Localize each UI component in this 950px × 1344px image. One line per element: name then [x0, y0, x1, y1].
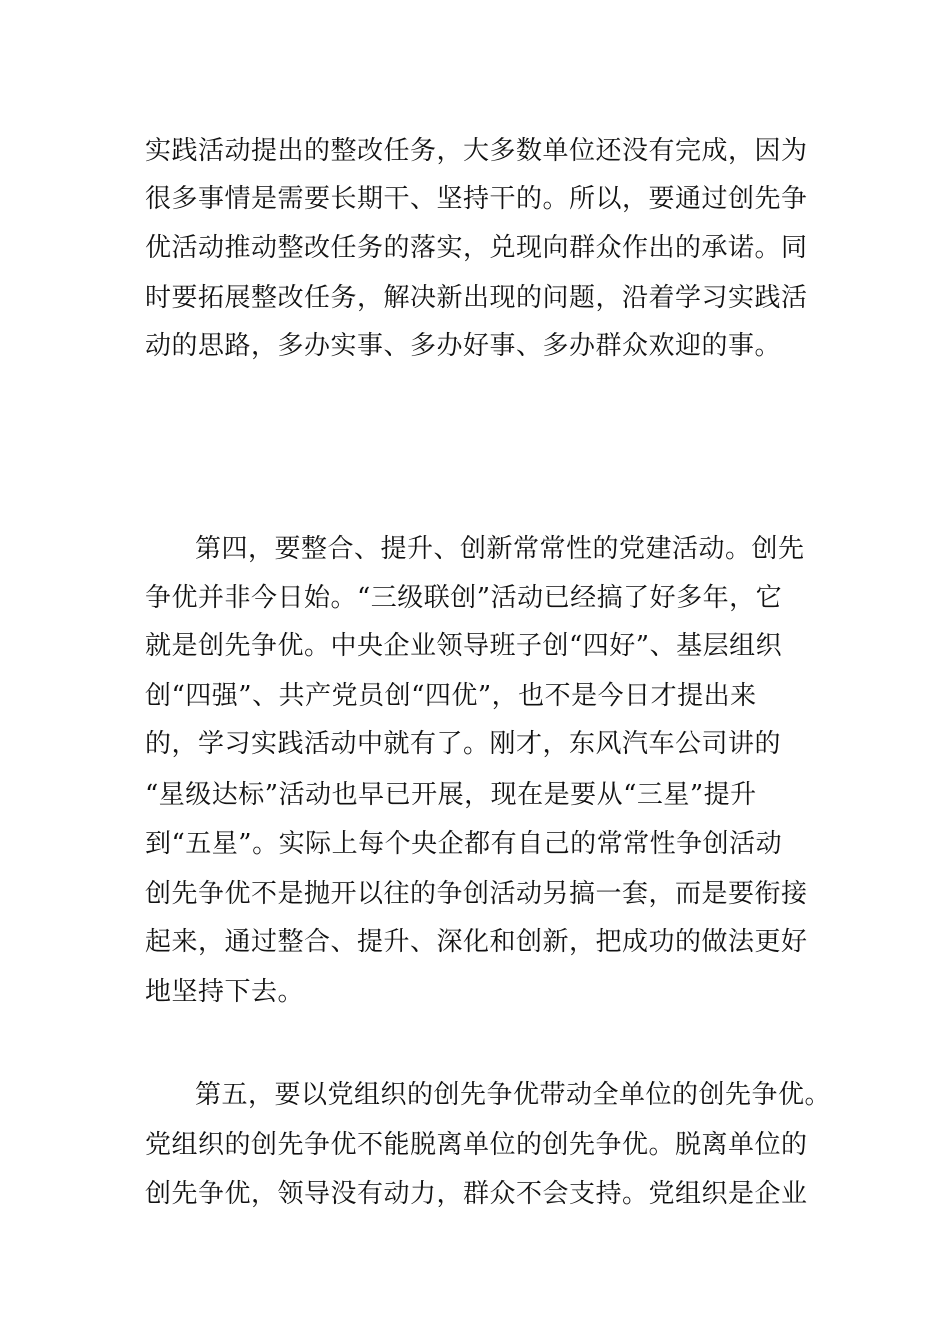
paragraph-3-line-2: 党组织的创先争优不能脱离单位的创先争优。脱离单位的: [145, 1130, 808, 1160]
paragraph-2-line-6: “星级达标”活动也早已开展，现在是要从“三星”提升: [145, 780, 757, 810]
paragraph-1-line-4: 时要拓展整改任务，解决新出现的问题，沿着学习实践活: [145, 283, 808, 313]
paragraph-2-line-2: 争优并非今日始。“三级联创”活动已经搞了好多年，它: [145, 583, 783, 613]
paragraph-3-line-1: 第五，要以党组织的创先争优带动全单位的创先争优。: [195, 1080, 832, 1110]
paragraph-1-line-2: 很多事情是需要长期干、坚持干的。所以，要通过创先争: [145, 184, 808, 214]
paragraph-2-line-5: 的，学习实践活动中就有了。刚才，东风汽车公司讲的: [145, 729, 782, 759]
paragraph-1-line-1: 实践活动提出的整改任务，大多数单位还没有完成，因为: [145, 136, 808, 166]
paragraph-2-line-1: 第四，要整合、提升、创新常常性的党建活动。创先: [195, 534, 805, 564]
paragraph-2-line-7: 到“五星”。实际上每个央企都有自己的常常性争创活动: [145, 829, 783, 859]
paragraph-1-line-3: 优活动推动整改任务的落实，兑现向群众作出的承诺。同: [145, 233, 808, 263]
paragraph-2-line-8: 创先争优不是抛开以往的争创活动另搞一套，而是要衔接: [145, 879, 808, 909]
paragraph-2-line-10: 地坚持下去。: [145, 977, 305, 1007]
paragraph-3-line-3: 创先争优，领导没有动力，群众不会支持。党组织是企业: [145, 1179, 808, 1209]
paragraph-2-line-9: 起来，通过整合、提升、深化和创新，把成功的做法更好: [145, 927, 808, 957]
paragraph-1-line-5: 动的思路，多办实事、多办好事、多办群众欢迎的事。: [145, 331, 782, 361]
paragraph-2-line-4: 创“四强”、共产党员创“四优”，也不是今日才提出来: [145, 681, 757, 711]
paragraph-2-line-3: 就是创先争优。中央企业领导班子创“四好”、基层组织: [145, 631, 783, 661]
